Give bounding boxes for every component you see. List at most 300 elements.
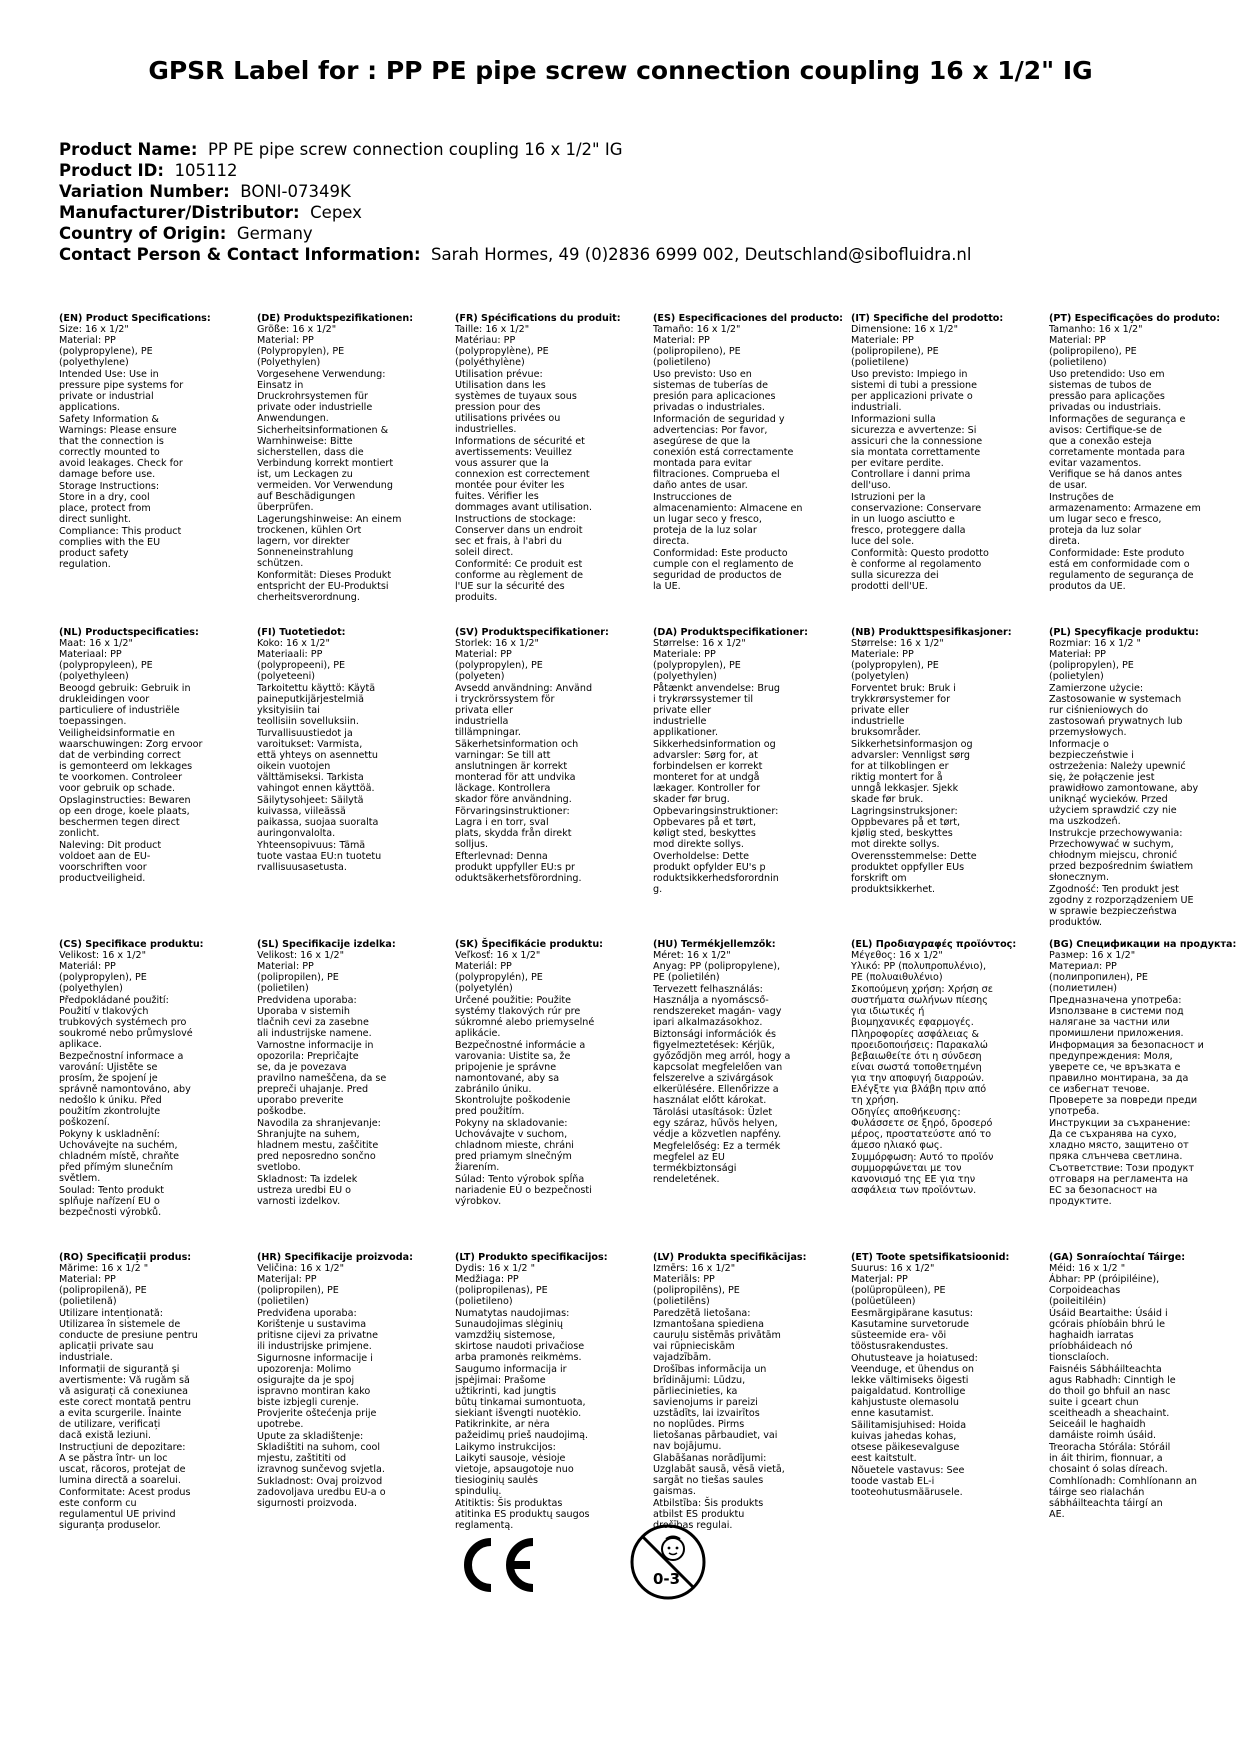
spec-line: Numatytas naudojimas: (455, 1308, 570, 1319)
spec-line: Anwendungen. (257, 413, 329, 424)
spec-line: waarschuwingen: Zorg ervoor (59, 739, 203, 750)
spec-line: (Polyethylen) (257, 357, 321, 368)
spec-line: assicuri che la connessione (851, 436, 983, 447)
spec-heading: (EL) Προδιαγραφές προϊόντος: (851, 939, 1017, 950)
spec-line: Informações de segurança e (1049, 414, 1186, 425)
spec-line: (polyethyleen) (59, 671, 129, 682)
spec-line: sábháilteachta táirgí an (1049, 1498, 1163, 1509)
spec-paragraph (851, 1353, 1037, 1419)
spec-paragraph (257, 950, 443, 994)
spec-line: Uzglabāt sausā, vēsā vietā, (653, 1464, 785, 1475)
spec-line: (polyéthylène) (455, 357, 525, 368)
spec-paragraph (1049, 1308, 1235, 1363)
spec-line: riktig montert for å (851, 772, 943, 783)
spec-line: l'UE sur la sécurité des (455, 581, 565, 592)
spec-line: Laikyti sausoje, vėsioje (455, 1453, 566, 1464)
spec-line: (полипропилен), PE (1049, 972, 1148, 983)
spec-line: monteret for at undgå (653, 772, 760, 783)
spec-line: (polyeteeni) (257, 671, 316, 682)
spec-line: Información de seguridad y (653, 414, 785, 425)
spec-heading: (ET) Toote spetsifikatsioonid: (851, 1252, 1010, 1263)
spec-line: upotrebe. (257, 1419, 304, 1430)
spec-line: Tarkoitettu käyttö: Käytä (257, 683, 376, 694)
spec-line: cumple con el reglamento de (653, 559, 794, 570)
spec-paragraph (851, 1420, 1037, 1464)
spec-line: teollisiin sovelluksiin. (257, 716, 359, 727)
spec-line: mot direkte sollys. (851, 839, 940, 850)
spec-line: tlačnih cevi za zasebne (257, 1017, 369, 1028)
spec-line: aplikácie. (455, 1028, 501, 1039)
spec-line: w sprawie bezpieczeństwa (1049, 906, 1177, 917)
spec-line: vermeiden. Vor Verwendung (257, 480, 393, 491)
spec-line: opozorila: Prepričajte (257, 1051, 359, 1062)
spec-paragraph (455, 806, 641, 850)
spec-line: poškodbe. (257, 1106, 307, 1117)
spec-line: avoid leakages. Check for (59, 458, 183, 469)
spec-line: termékbiztonsági (653, 1163, 737, 1174)
spec-line: Συμμόρφωση: Αυτό το προϊόν (851, 1152, 994, 1163)
spec-line: (polietylen) (1049, 671, 1104, 682)
spec-line: Materiál: PP (455, 961, 512, 972)
spec-paragraph (653, 851, 839, 895)
spec-line: Instrucciones de (653, 492, 732, 503)
spec-line: před přímým slunečním (59, 1162, 174, 1173)
spec-line: Treoracha Stórála: Stóráil (1049, 1442, 1171, 1453)
spec-line: voor gebruik op schade. (59, 783, 176, 794)
spec-paragraph (1049, 638, 1235, 682)
ce-mark-icon (456, 1536, 536, 1594)
spec-block (851, 313, 1037, 593)
spec-line: Размер: 16 x 1/2" (1049, 950, 1136, 961)
spec-line: megfelel az EU (653, 1152, 725, 1163)
spec-line: (polypropylen), PE (455, 660, 543, 671)
spec-line: prepreči uhajanje. Pred (257, 1084, 369, 1095)
spec-line: (polietilen) (257, 1296, 309, 1307)
spec-line: Säilytysohjeet: Säilytä (257, 795, 364, 806)
spec-line: mod direkte sollys. (653, 839, 744, 850)
spec-paragraph (257, 683, 443, 727)
spec-line: zabránilo úniku. (455, 1084, 532, 1095)
info-label: Variation Number: (59, 182, 230, 201)
spec-line: Izmantošana spiediena (653, 1319, 764, 1330)
spec-heading: (SV) Produktspecifikationer: (455, 627, 609, 638)
spec-paragraph (455, 1364, 641, 1441)
spec-line: Informazioni sulla (851, 414, 936, 425)
spec-line: (polyetylén) (455, 983, 513, 994)
spec-line: (polietileno) (1049, 357, 1107, 368)
spec-line: prosím, že spojení je (59, 1073, 158, 1084)
spec-line: Bezpečnostné informácie a (455, 1040, 586, 1051)
spec-line: Uso pretendido: Uso em (1049, 369, 1165, 380)
spec-line: namontované, aby sa (455, 1073, 560, 1084)
spec-paragraph (1049, 1040, 1235, 1117)
spec-line: Medžiaga: PP (455, 1274, 519, 1285)
spec-line: oduktsäkerhetsförordning. (455, 873, 582, 884)
spec-line: kapcsolat megfelelően van (653, 1062, 783, 1073)
spec-line: Pokyny na skladovanie: (455, 1118, 568, 1129)
spec-line: sicurezza e avvertenze: Si (851, 425, 977, 436)
spec-block (455, 627, 641, 885)
spec-line: plats, skydda från direkt (455, 828, 572, 839)
spec-line: Atbilstība: Šis produkts (653, 1498, 764, 1509)
spec-line: (polypropylène), PE (455, 346, 549, 357)
spec-line: Navodila za shranjevanje: (257, 1118, 381, 1129)
spec-line: privadas o industriales. (653, 402, 765, 413)
spec-paragraph (851, 739, 1037, 805)
spec-line: Opslaginstructies: Bewaren (59, 795, 191, 806)
spec-line: (polypropyleen), PE (59, 660, 153, 671)
spec-line: drošības regulai. (653, 1520, 733, 1531)
spec-line: sistemas de tubos de (1049, 380, 1152, 391)
spec-line: Conserver dans un endroit (455, 525, 583, 536)
spec-line: Opbevares på et tørt, (653, 817, 756, 828)
spec-line: Größe: 16 x 1/2" (257, 324, 337, 335)
spec-line: rur ciśnieniowych do (1049, 705, 1149, 716)
spec-block (59, 313, 245, 571)
spec-line: poškození. (59, 1117, 110, 1128)
spec-line: sistemi di tubi a pressione (851, 380, 978, 391)
spec-block (1049, 627, 1235, 929)
spec-line: súkromné alebo priemyselné (455, 1017, 595, 1028)
spec-line: άμεσο ηλιακό φως. (851, 1140, 943, 1151)
spec-heading: (CS) Specifikace produktu: (59, 939, 204, 950)
spec-line: for at tilkoblingen er (851, 761, 949, 772)
spec-line: предупреждения: Моля, (1049, 1051, 1173, 1062)
spec-block (455, 313, 641, 604)
spec-line: directa. (653, 536, 690, 547)
spec-line: Overensstemmelse: Dette (851, 851, 977, 862)
spec-line: voldoet aan de EU- (59, 851, 151, 862)
spec-line: productveiligheid. (59, 873, 146, 884)
spec-line: Použití v tlakových (59, 1006, 149, 1017)
spec-line: industriali. (851, 402, 902, 413)
spec-line: asegúrese de que la (653, 436, 751, 447)
spec-line: Drošības informācija un (653, 1364, 767, 1375)
spec-line: chosaint ó solas díreach. (1049, 1464, 1168, 1475)
spec-line: Predvidena uporaba: (257, 995, 357, 1006)
spec-line: correctly mounted to (59, 447, 160, 458)
spec-line: tuote vastaa EU:n tuotetu (257, 851, 382, 862)
spec-line: varovania: Uistite sa, že (455, 1051, 571, 1062)
spec-line: solljus. (455, 839, 488, 850)
spec-line: ali industrijske namene. (257, 1028, 372, 1039)
spec-paragraph (257, 1308, 443, 1352)
spec-line: cherheitsverordnung. (257, 592, 360, 603)
spec-heading: (BG) Спецификации на продукта: (1049, 939, 1237, 950)
spec-line: (polipropileno), PE (653, 346, 741, 357)
spec-line: (polypropylen), PE (59, 972, 147, 983)
spec-line: osigurajte da je spoj (257, 1375, 355, 1386)
spec-line: vamzdžių sistemose, (455, 1330, 556, 1341)
spec-line: Lagerungshinweise: An einem (257, 514, 402, 525)
spec-line: pravilno nameščena, da se (257, 1073, 387, 1084)
spec-line: Conformidade: Este produto (1049, 548, 1185, 559)
spec-line: Πληροφορίες ασφάλειας & (851, 1029, 979, 1040)
spec-paragraph (1049, 369, 1235, 413)
spec-line: ili industrijske primjene. (257, 1341, 372, 1352)
spec-line: Einsatz in (257, 380, 304, 391)
spec-line: sceitheadh a sheachaint. (1049, 1408, 1170, 1419)
spec-line: particuliere of industriële (59, 705, 180, 716)
spec-line: правилно монтирана, за да (1049, 1073, 1189, 1084)
spec-line: rendeletének. (653, 1174, 720, 1185)
spec-line: paigaldatud. Kontrollige (851, 1386, 966, 1397)
spec-line: mjestu, zaštititi od (257, 1453, 347, 1464)
spec-line: è conforme al regolamento (851, 559, 982, 570)
spec-line: advertencias: Por favor, (653, 425, 768, 436)
spec-line: conexión está correctamente (653, 447, 794, 458)
spec-paragraph (1049, 1163, 1235, 1207)
spec-line: Verbindung korrekt montiert (257, 458, 394, 469)
spec-line: Veiligheidsinformatie en (59, 728, 175, 739)
spec-line: is gemonteerd om lekkages (59, 761, 193, 772)
spec-line: nedošlo k úniku. Před (59, 1095, 162, 1106)
spec-line: dommages avant utilisation. (455, 502, 593, 513)
spec-line: (polipropylen), PE (1049, 660, 1134, 671)
spec-line: Uso previsto: Impiego in (851, 369, 968, 380)
spec-line: Uchovávajte v suchom, (455, 1129, 568, 1140)
spec-line: filtraciones. Comprueba el (653, 469, 780, 480)
spec-line: seguridad de productos de (653, 570, 782, 581)
spec-line: PE (polietilén) (653, 972, 720, 983)
spec-line: felszerelve a szivárgások (653, 1073, 774, 1084)
spec-line: de usar. (1049, 480, 1088, 491)
spec-line: daño antes de usar. (653, 480, 748, 491)
spec-line: tooteohutusmäärusele. (851, 1487, 963, 1498)
spec-line: Informații de siguranță și (59, 1364, 180, 1375)
spec-line: για ιδιωτικές ή (851, 1006, 925, 1017)
spec-heading: (RO) Specificații produs: (59, 1252, 192, 1263)
spec-paragraph (257, 840, 443, 873)
spec-line: įspėjimai: Prašome (455, 1375, 546, 1386)
spec-line: prawidłowo zamontowane, aby (1049, 783, 1199, 794)
spec-line: este conform cu (59, 1498, 137, 1509)
spec-line: chladnom mieste, chráni (455, 1140, 574, 1151)
spec-line: Upute za skladištenje: (257, 1431, 364, 1442)
spec-block (851, 627, 1037, 896)
spec-paragraph (257, 795, 443, 839)
spec-line: Suurus: 16 x 1/2" (851, 1263, 935, 1274)
spec-line: complies with the EU (59, 537, 161, 548)
spec-line: Предназначена употреба: (1049, 995, 1182, 1006)
spec-paragraph (59, 683, 245, 727)
info-value: PP PE pipe screw connection coupling 16 x 1/2" IG (207, 140, 623, 159)
spec-line: produktów. (1049, 917, 1103, 928)
spec-line: Velikost: 16 x 1/2" (257, 950, 345, 961)
spec-line: sec et frais, à l'abri du (455, 536, 562, 547)
spec-line: Størrelse: 16 x 1/2" (653, 638, 746, 649)
spec-line: Material: PP (257, 335, 314, 346)
spec-line: Ábhar: PP (próipiléine), (1049, 1274, 1160, 1285)
spec-line: ασφάλεια των προϊόντων. (851, 1185, 977, 1196)
spec-line: Съответствие: Този продукт (1049, 1163, 1195, 1174)
spec-paragraph (59, 795, 245, 839)
spec-line: уверете се, че връзката е (1049, 1062, 1181, 1073)
spec-paragraph (1049, 884, 1235, 928)
spec-block (455, 1252, 641, 1532)
spec-line: este corect montată pentru (59, 1397, 191, 1408)
spec-line: Μέγεθος: 16 x 1/2" (851, 950, 943, 961)
spec-paragraph (851, 851, 1037, 895)
spec-paragraph (653, 1141, 839, 1185)
spec-line: промишлени приложения. (1049, 1028, 1184, 1039)
spec-line: Sikkerhetsinformasjon og (851, 739, 973, 750)
spec-line: Instruções de (1049, 492, 1114, 503)
spec-line: налягане за частни или (1049, 1017, 1170, 1028)
spec-line: (polyetylen) (851, 671, 909, 682)
spec-line: Skladnost: Ta izdelek (257, 1174, 358, 1185)
spec-line: (polypropylen), PE (653, 660, 741, 671)
spec-paragraph (1049, 1263, 1235, 1307)
spec-line: Uso previsto: Uso en (653, 369, 752, 380)
spec-paragraph (59, 995, 245, 1050)
spec-line: chłodnym miejscu, chronić (1049, 850, 1178, 861)
spec-line: privadas ou industriais. (1049, 402, 1162, 413)
spec-line: pred priamym slnečným (455, 1151, 572, 1162)
spec-line: soleil direct. (455, 547, 514, 558)
spec-line: Koko: 16 x 1/2" (257, 638, 330, 649)
spec-line: produktsikkerhet. (851, 884, 936, 895)
spec-paragraph (1049, 324, 1235, 368)
spec-line: ma uszkodzeń. (1049, 816, 1121, 827)
spec-line: przemysłowych. (1049, 727, 1127, 738)
spec-line: Úsáid Beartaithe: Úsáid i (1049, 1308, 1168, 1319)
spec-line: industriella (455, 716, 509, 727)
spec-line: bruksområder. (851, 727, 921, 738)
spec-paragraph (851, 492, 1037, 547)
spec-paragraph (851, 1152, 1037, 1196)
spec-line: advarsler: Sørg for, at (653, 750, 758, 761)
spec-line: agus Rabhadh: Cinntigh le (1049, 1375, 1176, 1386)
spec-paragraph (851, 369, 1037, 413)
spec-heading: (DE) Produktspezifikationen: (257, 313, 414, 324)
spec-paragraph (257, 1353, 443, 1430)
spec-paragraph (455, 995, 641, 1039)
spec-line: Material: PP (257, 961, 314, 972)
spec-paragraph (257, 324, 443, 368)
spec-line: yksityisiin tai (257, 705, 320, 716)
spec-line: siguranța produselor. (59, 1520, 161, 1531)
spec-line: Conformità: Questo prodotto (851, 548, 989, 559)
spec-line: Shranjujte na suhem, (257, 1129, 360, 1140)
spec-line: Zastosowanie w systemach (1049, 694, 1182, 705)
spec-line: private eller (653, 705, 712, 716)
spec-line: atitinka ES produktų saugos (455, 1509, 590, 1520)
spec-line: presión para aplicaciones (653, 391, 776, 402)
spec-paragraph (1049, 492, 1235, 547)
spec-heading: (GA) Sonraíochtaí Táirge: (1049, 1252, 1186, 1263)
spec-paragraph (653, 1308, 839, 1363)
spec-paragraph (653, 492, 839, 547)
spec-line: svetlobo. (257, 1162, 301, 1173)
spec-line: (polipropilen), PE (257, 972, 339, 983)
spec-line: bezpieczeństwie i (1049, 750, 1134, 761)
spec-line: industrielle (653, 716, 707, 727)
spec-line: skader før brug. (653, 794, 730, 805)
spec-paragraph (851, 638, 1037, 682)
spec-line: Instrucțiuni de depozitare: (59, 1442, 186, 1453)
spec-line: použitím zkontrolujte (59, 1106, 161, 1117)
spec-line: produktet oppfyller EUs (851, 862, 965, 873)
spec-line: lekke vältimiseks õigesti (851, 1375, 969, 1386)
spec-line: un lugar seco y fresco, (653, 514, 762, 525)
spec-line: μέρος, προστατεύστε από το (851, 1129, 992, 1140)
spec-line: słonecznym. (1049, 872, 1110, 883)
spec-line: пряка слънчева светлина. (1049, 1151, 1183, 1162)
spec-line: rendszereket magán- vagy (653, 1006, 782, 1017)
spec-line: egy száraz, hűvös helyen, (653, 1118, 778, 1129)
spec-block (1049, 313, 1235, 593)
spec-line: Utilizarea în sistemele de (59, 1319, 181, 1330)
spec-line: Materiale: PP (851, 649, 914, 660)
spec-line: aplikace. (59, 1039, 102, 1050)
spec-line: Předpokládané použití: (59, 995, 169, 1006)
info-label: Product ID: (59, 161, 164, 180)
spec-paragraph (455, 1308, 641, 1363)
spec-line: oikein vuotojen (257, 761, 331, 772)
spec-line: žiarením. (455, 1162, 500, 1173)
spec-heading: (FR) Spécifications du produit: (455, 313, 621, 324)
spec-line: се избегнат течове. (1049, 1084, 1150, 1095)
spec-line: että yhteys on asennettu (257, 750, 378, 761)
spec-line: rvallisuusasetusta. (257, 862, 347, 873)
spec-line: damáiste roimh úsáid. (1049, 1430, 1157, 1441)
spec-line: Utilisation dans les (455, 380, 546, 391)
spec-line: lumina directă a soarelui. (59, 1475, 181, 1486)
compliance-logos (0, 1500, 1241, 1630)
spec-block (257, 627, 443, 874)
spec-line: būtų tinkamai sumontuota, (455, 1397, 586, 1408)
spec-line: sia montata correttamente (851, 447, 981, 458)
spec-line: trockenen, kühlen Ort (257, 525, 362, 536)
spec-paragraph (59, 1364, 245, 1441)
spec-line: Проверете за повреди преди (1049, 1095, 1198, 1106)
spec-line: sulla sicurezza dei (851, 570, 939, 581)
spec-line: AE. (1049, 1509, 1065, 1520)
spec-paragraph (851, 1107, 1037, 1151)
spec-line: Материал: PP (1049, 961, 1117, 972)
spec-line: Méid: 16 x 1/2 " (1049, 1263, 1126, 1274)
spec-line: industrielle (851, 716, 905, 727)
spec-line: lietošanas pārbaudiet, vai (653, 1430, 778, 1441)
spec-paragraph (455, 851, 641, 884)
spec-line: Materijal: PP (257, 1274, 317, 1285)
spec-line: in un luogo asciutto e (851, 514, 955, 525)
spec-line: evitar vazamentos. (1049, 458, 1142, 469)
spec-heading: (SK) Špecifikácie produktu: (455, 939, 604, 950)
spec-paragraph (1049, 414, 1235, 491)
info-value: 105112 (174, 161, 238, 180)
spec-paragraph (1049, 739, 1235, 827)
info-label: Product Name: (59, 140, 198, 159)
spec-line: Megfelelőség: Ez a termék (653, 1141, 781, 1152)
spec-heading: (HR) Specifikacije proizvoda: (257, 1252, 413, 1263)
spec-line: Turvallisuustiedot ja (257, 728, 353, 739)
spec-line: Korištenje u sustavima (257, 1319, 367, 1330)
spec-paragraph (851, 1029, 1037, 1106)
spec-line: voorschriften voor (59, 862, 147, 873)
spec-heading: (PL) Specyfikacje produktu: (1049, 627, 1199, 638)
spec-line: Size: 16 x 1/2" (59, 324, 129, 335)
spec-line: хладно място, защитено от (1049, 1140, 1189, 1151)
spec-line: eest kaitstult. (851, 1453, 917, 1464)
spec-paragraph (59, 1263, 245, 1307)
spec-line: Verifique se há danos antes (1049, 469, 1183, 480)
spec-paragraph (59, 1308, 245, 1363)
spec-line: ispravno montiran kako (257, 1386, 371, 1397)
spec-line: applikationer. (653, 727, 719, 738)
spec-line: Material: PP (59, 1274, 116, 1285)
